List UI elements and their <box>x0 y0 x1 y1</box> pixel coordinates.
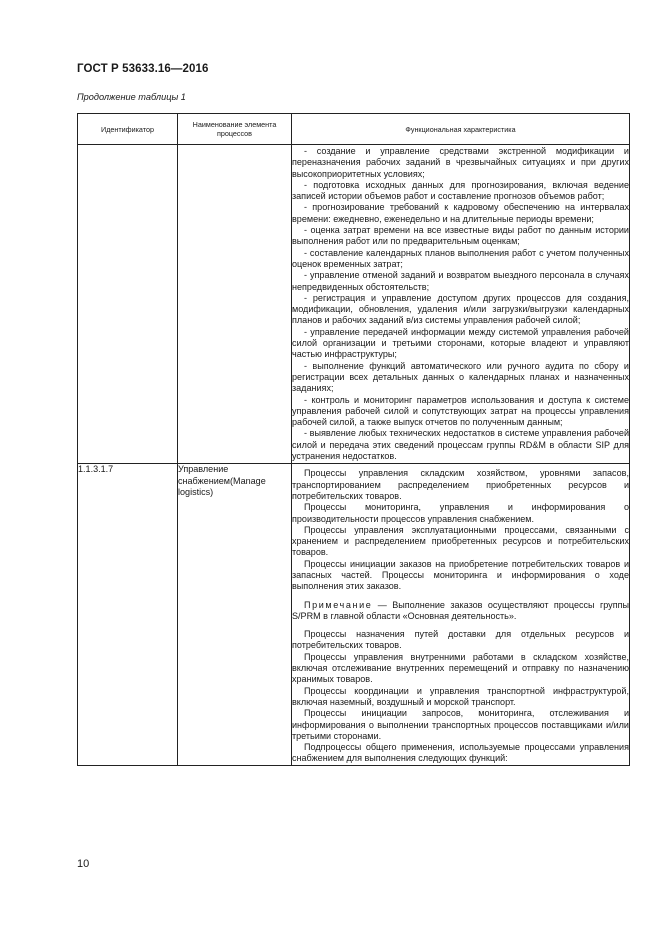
function-paragraph: Процессы назначения путей доставки для отдельных ресурсов и потребительских товаров. <box>292 629 629 651</box>
column-header-function: Функциональная характеристика <box>292 114 630 145</box>
row-identifier <box>78 145 178 464</box>
row-identifier: 1.1.3.1.7 <box>78 464 178 765</box>
function-paragraph: Процессы мониторинга, управления и информирования о производительности процессов управления снабжением. <box>292 502 629 524</box>
function-paragraph: Процессы управления внутренними работами в складском хозяйстве, включая отслеживание внутренних перемещений и отправку по назначению хранимых товаров. <box>292 651 629 685</box>
note <box>292 600 629 623</box>
row-element-name: Управление снабжением(Manage logistics) <box>178 464 292 765</box>
row-function-description <box>292 145 630 464</box>
function-paragraph: Подпроцессы общего применения, используемые процессами управления снабжением для выполнения следующих функций: <box>292 742 629 764</box>
function-paragraph: Процессы координации и управления транспортной инфраструктурой, включая наземный, воздушный и морской транспорт. <box>292 685 629 707</box>
function-item: - контроль и мониторинг параметров использования и доступа к системе управления рабочей силой и сопутствующих затрат на процессы управления рабочей силой, а также выпуск отчетов по полученным данным; <box>292 394 629 428</box>
note-text: — Выполнение заказов осуществляют процессы группы S/PRM в главной области «Основная деятельность». <box>292 599 629 621</box>
function-item: - создание и управление средствами экстренной модификации и переназначения рабочих заданий в чрезвычайных ситуациях и при других высокоприоритетных условиях; <box>292 146 629 179</box>
row-function-description <box>292 464 630 765</box>
function-item: - подготовка исходных данных для прогнозирования, включая ведение записей истории объемов работ и составление прогнозов объемов работ; <box>292 179 629 202</box>
table-row <box>78 145 630 464</box>
function-paragraph: Процессы инициации заказов на приобретение потребительских товаров и запасных частей. Процессы мониторинга и информирования о ходе выполнения этих заказов. <box>292 558 629 592</box>
spec-table <box>77 113 630 766</box>
standard-header: ГОСТ Р 53633.16—2016 <box>77 63 209 75</box>
function-paragraph: Процессы управления складским хозяйством, уровнями запасов, транспортированием распределением приобретенных ресурсов и потребительских товаров. <box>292 468 629 501</box>
function-item: - управление передачей информации между системой управления рабочей силой организации и третьими сторонами, которые владеют и управляют частью инфраструктуры; <box>292 326 629 360</box>
function-item: - прогнозирование требований к кадровому обеспечению на интервалах времени: ежедневно, еженедельно и на длительные периоды времени; <box>292 202 629 224</box>
function-item: - составление календарных планов выполнения работ с учетом полученных оценок временных затрат; <box>292 247 629 269</box>
function-item: - регистрация и управление доступом других процессов для создания, модификации, обновления, удаления и/или загрузки/выгрузки календарных планов и рабочих заданий в/из системы управления рабочей силой; <box>292 292 629 326</box>
function-paragraph: Процессы инициации запросов, мониторинга, отслеживания и информирования о выполнении транспортных процессов поставщиками и/или третьими сторонами. <box>292 708 629 741</box>
row-element-name <box>178 145 292 464</box>
function-item: - управление отменой заданий и возвратом выездного персонала в случаях непредвиденных обстоятельств; <box>292 270 629 292</box>
table-header-row <box>78 114 630 145</box>
column-header-element-name: Наименование элемента процессов <box>178 114 292 145</box>
column-header-identifier: Идентификатор <box>78 114 178 145</box>
table-caption: Продолжение таблицы 1 <box>77 92 186 102</box>
function-item: - оценка затрат времени на все известные виды работ по данным истории выполнения работ или по предварительным оценкам; <box>292 225 629 247</box>
note-label: Примечание <box>304 599 373 610</box>
function-paragraph: Процессы управления эксплуатационными процессами, связанными с хранением и распределением приобретенных ресурсов и потребительских товаров. <box>292 524 629 558</box>
table-row <box>78 464 630 765</box>
function-item: - выполнение функций автоматического или ручного аудита по сбору и регистрации всех детальных данных о календарных планах и назначенных заданиях; <box>292 360 629 394</box>
page-number: 10 <box>77 858 90 870</box>
function-item: - выявление любых технических недостатков в системе управления рабочей силой и передача этих сведений процессам группы RD&M в области SIP для устранения недостатков. <box>292 428 629 462</box>
